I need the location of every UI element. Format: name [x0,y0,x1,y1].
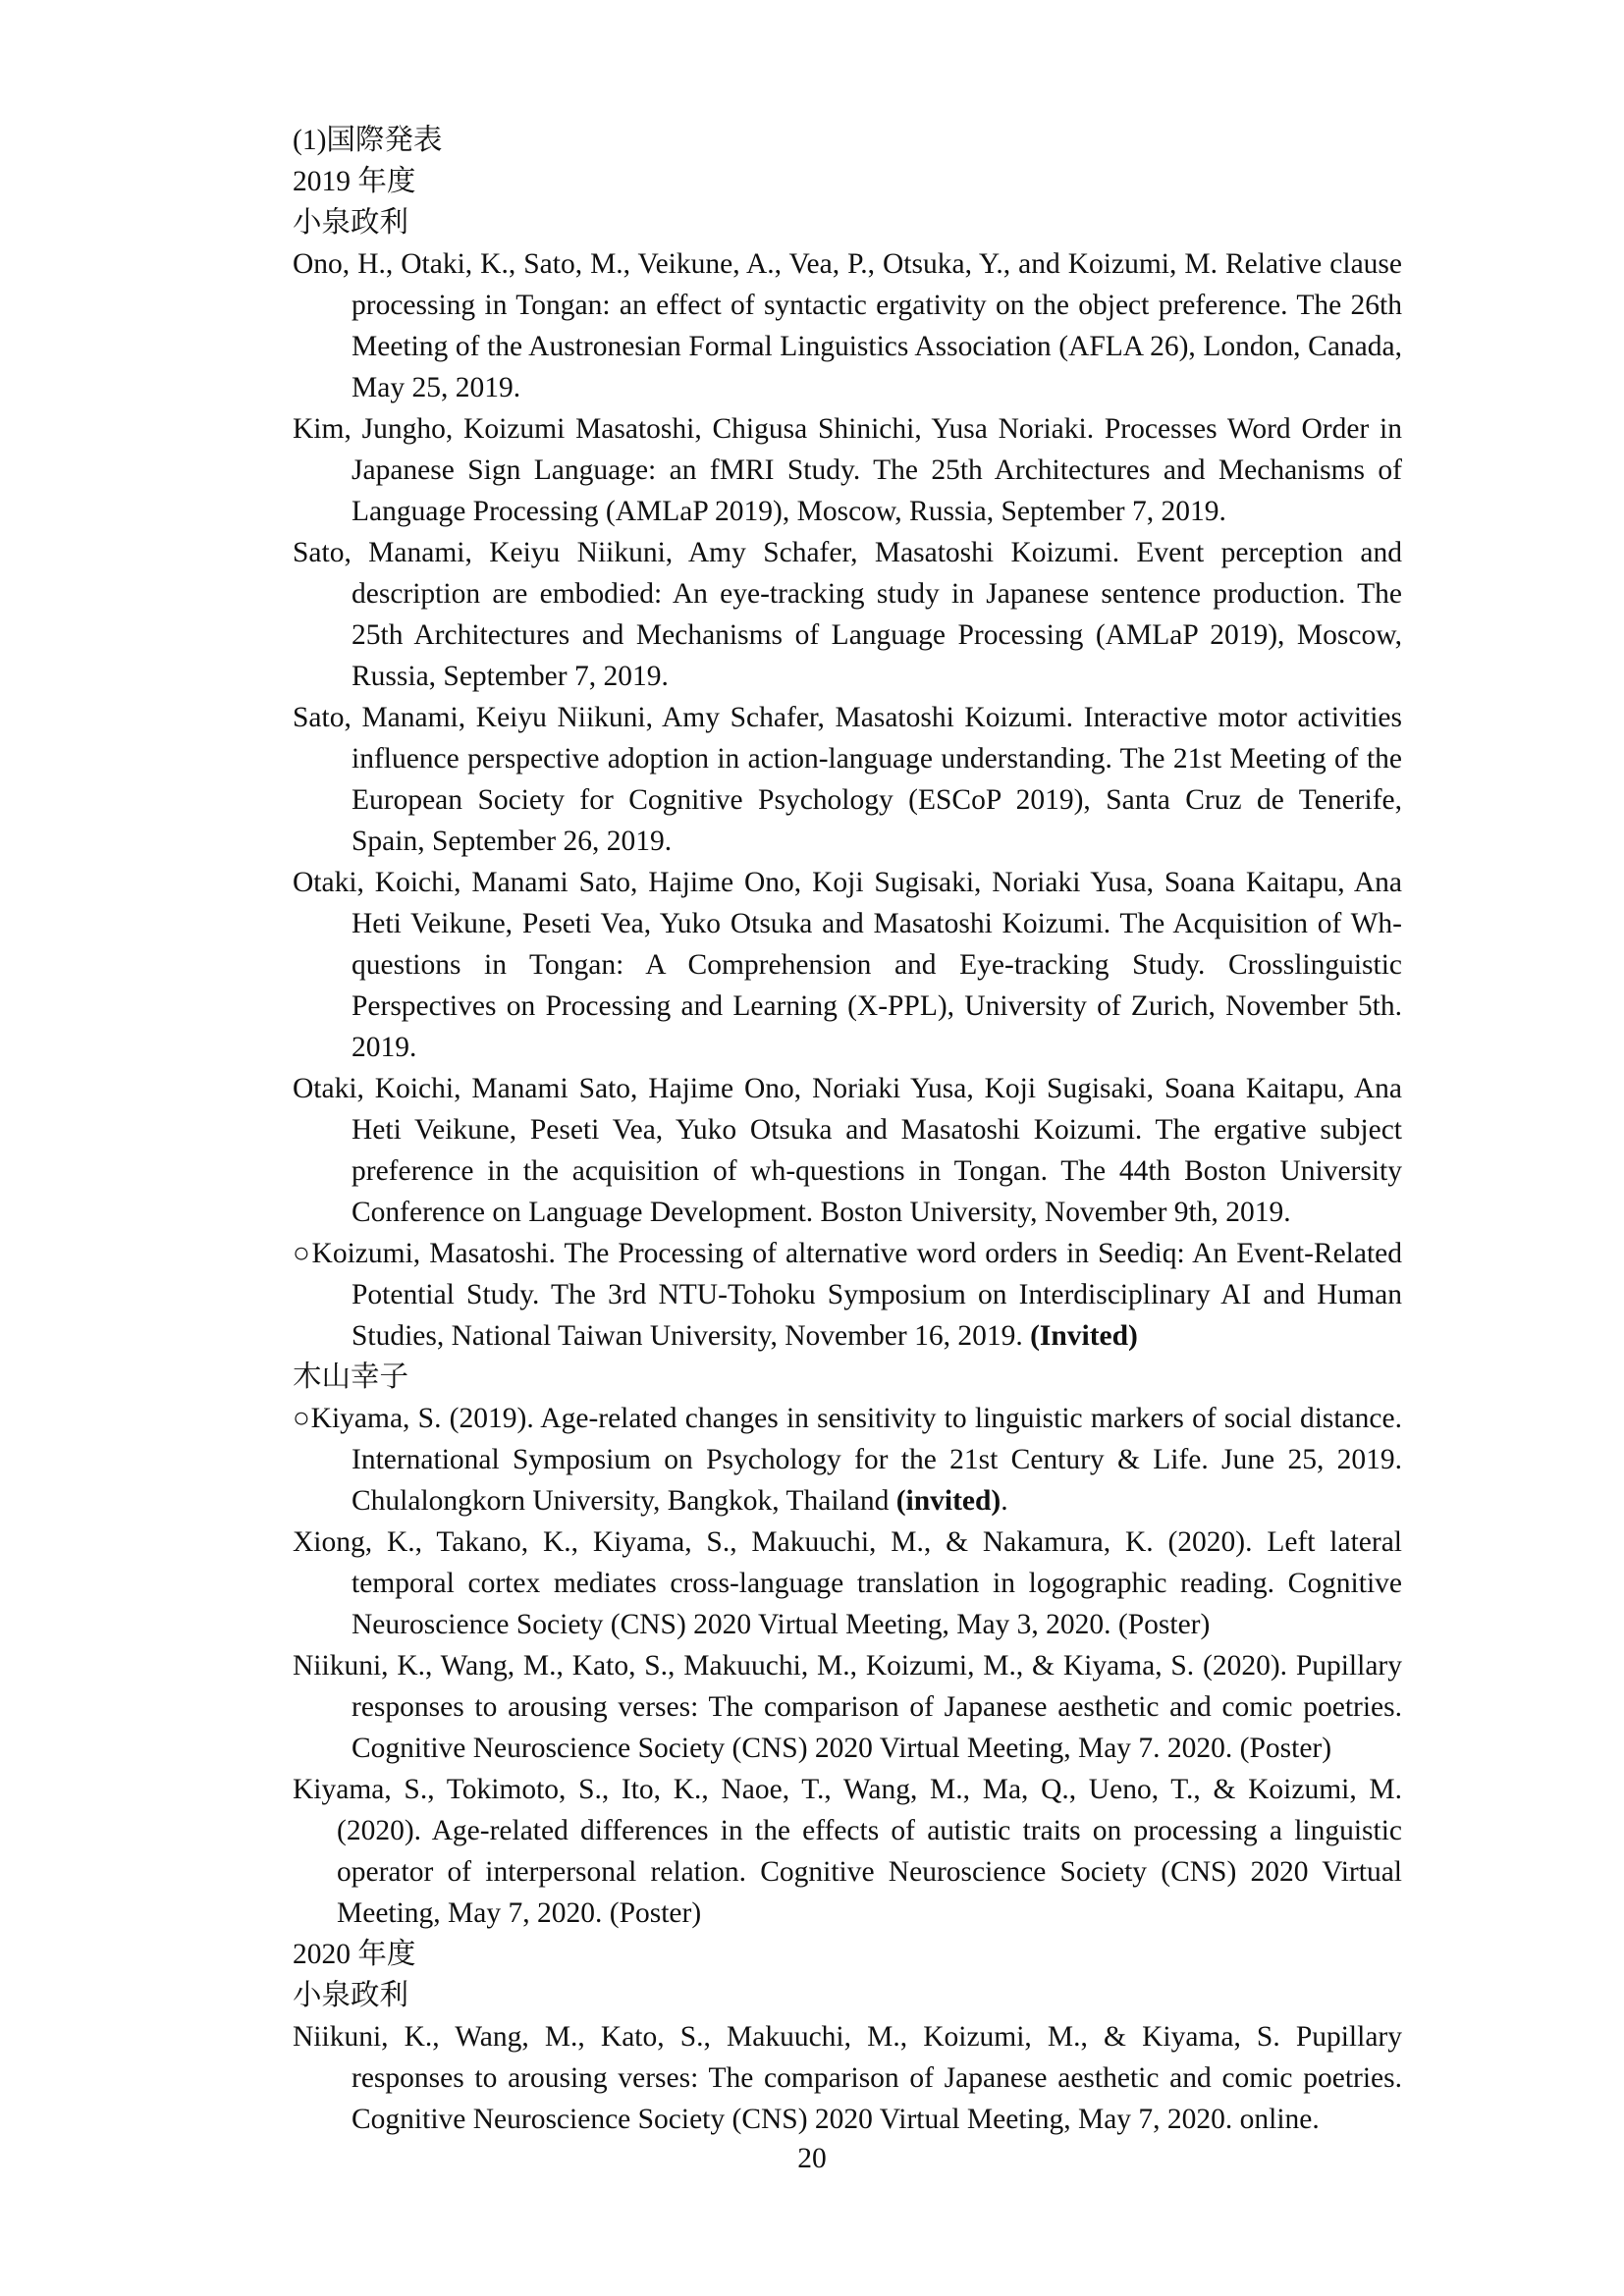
entry-text: ○Kiyama, S. (2019). Age-related changes in sensitivity to linguistic markers of social distance. International Symposium on Psychology for the 21st Century & Life. June 25, 2019. Chulalongkorn University, Bangkok, Thailand [293,1403,1402,1517]
invited-note: (invited) [895,1485,1001,1517]
entry-text: Otaki, Koichi, Manami Sato, Hajime Ono, Koji Sugisaki, Noriaki Yusa, Soana Kaitapu, Ana Heti Veikune, Peseti Vea, Yuko Otsuka and Masatoshi Koizumi. The Acquisition of Wh-questions in Tongan: A Comprehension and Eye-tracking Study. Crosslinguistic Perspectives on Processing and Learning (X-PPL), University of Zurich, November 5th. 2019. [293,867,1402,1063]
author-heading: 小泉政利 [293,207,409,239]
publication-entry [293,1068,1402,1233]
publication-entry [293,697,1402,862]
entry-text: Ono, H., Otaki, K., Sato, M., Veikune, A., Vea, P., Otsuka, Y., and Koizumi, M. Relative clause processing in Tongan: an effect of syntactic ergativity on the object preference. The 26th Meeting of the Austronesian Formal Linguistics Association (AFLA 26), London, Canada, May 25, 2019. [293,248,1402,403]
publication-entry [293,1645,1402,1769]
page-number: 20 [797,2143,827,2174]
year-heading: 2019 年度 [293,166,416,197]
author-heading: 小泉政利 [293,1980,409,2011]
publication-entry [293,1522,1402,1645]
publication-entry [293,2016,1402,2140]
publication-entry [293,532,1402,697]
entry-text: Niikuni, K., Wang, M., Kato, S., Makuuchi, M., Koizumi, M., & Kiyama, S. (2020). Pupillary responses to arousing verses: The comparison of Japanese aesthetic and comic poetries. Cognitive Neuroscience Society (CNS) 2020 Virtual Meeting, May 7. 2020. (Poster) [293,1650,1402,1764]
publication-entry [293,408,1402,532]
entry-text: Sato, Manami, Keiyu Niikuni, Amy Schafer, Masatoshi Koizumi. Interactive motor activities influence perspective adoption in action-language understanding. The 21st Meeting of the European Society for Cognitive Psychology (ESCoP 2019), Santa Cruz de Tenerife, Spain, September 26, 2019. [293,702,1402,857]
publication-entry [293,1769,1402,1934]
entry-text: Niikuni, K., Wang, M., Kato, S., Makuuchi, M., Koizumi, M., & Kiyama, S. Pupillary responses to arousing verses: The comparison of Japanese aesthetic and comic poetries. Cognitive Neuroscience Society (CNS) 2020 Virtual Meeting, May 7, 2020. online. [293,2021,1402,2135]
publication-entry [293,862,1402,1068]
invited-note: (Invited) [1030,1320,1138,1352]
entry-text: Xiong, K., Takano, K., Kiyama, S., Makuuchi, M., & Nakamura, K. (2020). Left lateral temporal cortex mediates cross-language translation in logographic reading. Cognitive Neuroscience Society (CNS) 2020 Virtual Meeting, May 3, 2020. (Poster) [293,1526,1402,1640]
section-heading: (1)国際発表 [293,125,443,156]
entry-tail: . [1001,1485,1008,1517]
author-heading: 木山幸子 [293,1362,409,1393]
publication-entry [293,1233,1402,1357]
year-heading: 2020 年度 [293,1939,416,1970]
entry-text: Kiyama, S., Tokimoto, S., Ito, K., Naoe, T., Wang, M., Ma, Q., Ueno, T., & Koizumi, M. (2020). Age-related differences in the effects of autistic traits on processing a linguistic operator of interpersonal relation. Cognitive Neuroscience Society (CNS) 2020 Virtual Meeting, May 7, 2020. (Poster) [293,1774,1402,1929]
entry-text: Otaki, Koichi, Manami Sato, Hajime Ono, Noriaki Yusa, Koji Sugisaki, Soana Kaitapu, Ana Heti Veikune, Peseti Vea, Yuko Otsuka and Masatoshi Koizumi. The ergative subject preference in the acquisition of wh-questions in Tongan. The 44th Boston University Conference on Language Development. Boston University, November 9th, 2019. [293,1073,1402,1228]
document-body [293,120,1402,2140]
publication-entry [293,243,1402,408]
entry-text: Kim, Jungho, Koizumi Masatoshi, Chigusa Shinichi, Yusa Noriaki. Processes Word Order in Japanese Sign Language: an fMRI Study. The 25th Architectures and Mechanisms of Language Processing (AMLaP 2019), Moscow, Russia, September 7, 2019. [293,413,1402,527]
entry-text: ○Koizumi, Masatoshi. The Processing of alternative word orders in Seediq: An Event-Related Potential Study. The 3rd NTU-Tohoku Symposium on Interdisciplinary AI and Human Studies, National Taiwan University, November 16, 2019. [293,1238,1402,1352]
publication-entry [293,1398,1402,1522]
entry-text: Sato, Manami, Keiyu Niikuni, Amy Schafer, Masatoshi Koizumi. Event perception and description are embodied: An eye-tracking study in Japanese sentence production. The 25th Architectures and Mechanisms of Language Processing (AMLaP 2019), Moscow, Russia, September 7, 2019. [293,537,1402,692]
